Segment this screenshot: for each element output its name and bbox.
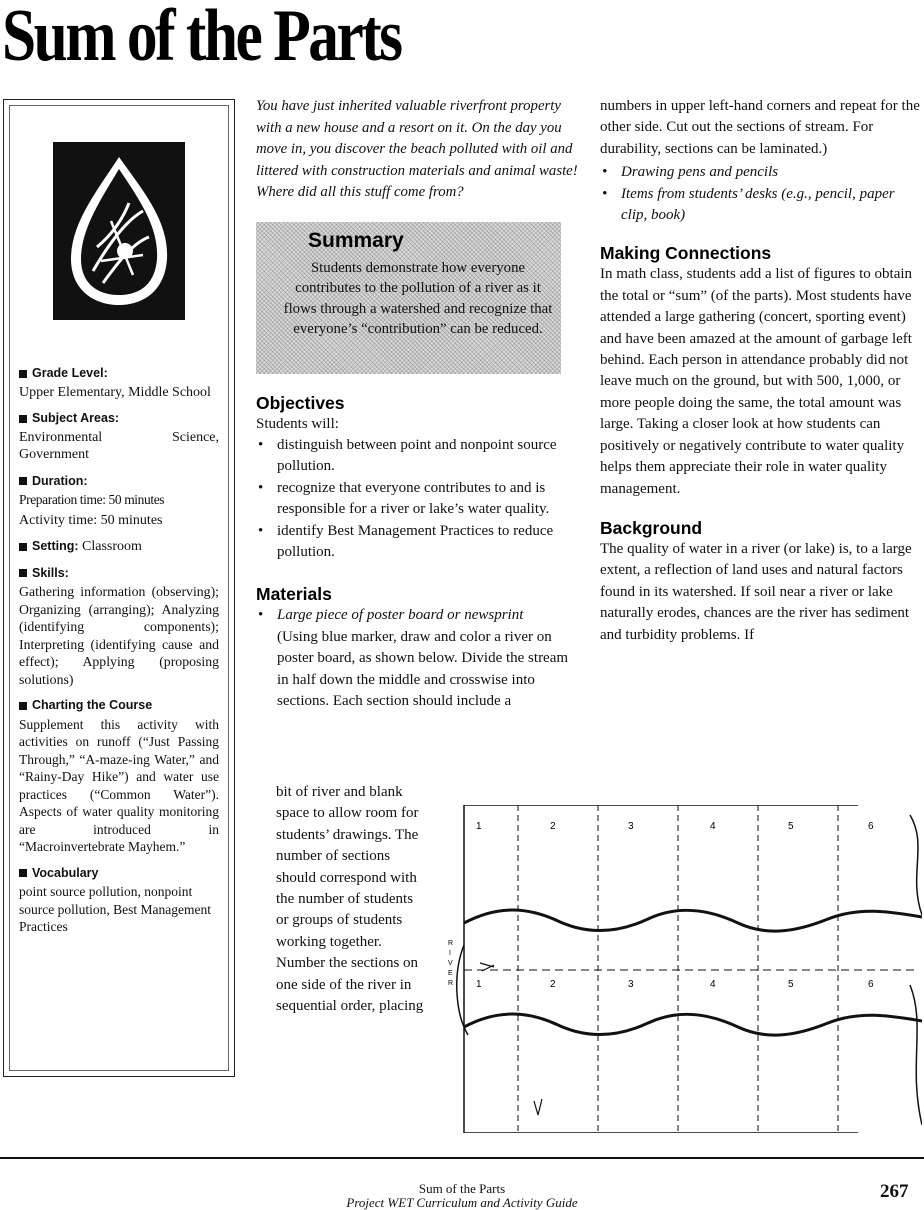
making-connections-body: In math class, students add a list of figures to obtain the total or “sum” (of the parts). Most students have attended a large gathering (concert, sporting event) and have been amazed at the amount of garbage left behind. Each person in attendance probably did not leave much on the ground, but with 500, 1,000, or more people doing the same, the total amount was large. Taking a closer look at how students can positively or negatively contribute to water quality helps them appreciate their role in water quality management.	[600, 266, 913, 497]
page-title: Sum of the Parts	[2, 0, 401, 77]
top-number-6: 6	[868, 821, 874, 832]
river-bank-top	[464, 910, 922, 931]
grade-level-text: Upper Elementary, Middle School	[19, 384, 211, 400]
grade-level-heading: Grade Level:	[19, 365, 219, 383]
summary-heading: Summary	[308, 228, 404, 252]
river-side-label	[448, 940, 453, 987]
material-description: (Using blue marker, draw and color a river on poster board, as shown below. Divide the stream in half down the middle and crosswise into sections. Each section should include a	[277, 628, 569, 709]
square-bullet-icon	[19, 543, 27, 551]
square-bullet-icon	[19, 569, 27, 577]
list-item: • distinguish between point and nonpoint source pollution.	[256, 435, 578, 478]
svg-text:R: R	[448, 980, 454, 987]
materials-heading: Materials	[256, 584, 332, 605]
list-item: • recognize that everyone contributes to and is responsible for a river or lake’s water quality.	[256, 478, 578, 521]
bottom-number-6: 6	[868, 979, 874, 990]
leaf-drop-icon	[63, 151, 175, 311]
top-number-5: 5	[788, 821, 794, 832]
materials-more-list	[600, 162, 922, 226]
vocabulary-text: point source pollution, nonpoint source pollution, Best Management Practices	[19, 884, 211, 934]
bottom-number-3: 3	[628, 979, 634, 990]
subject-areas-heading: Subject Areas:	[19, 410, 219, 428]
list-item: • Items from students’ desks (e.g., pencil, paper clip, book)	[600, 184, 922, 227]
footer-subtitle: Project WET Curriculum and Activity Guide	[346, 1195, 578, 1210]
svg-text:V: V	[448, 960, 453, 967]
top-number-3: 3	[628, 821, 634, 832]
skills-heading: Skills:	[19, 565, 219, 583]
activity-logo	[53, 142, 185, 320]
svg-text:I: I	[449, 950, 451, 957]
square-bullet-icon	[19, 370, 27, 378]
svg-text:E: E	[448, 970, 453, 977]
footer-rule	[0, 1157, 924, 1159]
summary-body: Students demonstrate how everyone contributes to the pollution of a river as it flows through a watershed and recognize that everyone’s “contribution” can be reduced.	[283, 259, 553, 337]
setting-value: Classroom	[82, 539, 142, 554]
materials-list	[256, 605, 578, 712]
list-item: • Drawing pens and pencils	[600, 162, 922, 183]
subject-areas-text: Environmental Science, Government	[19, 429, 219, 462]
bottom-number-4: 4	[710, 979, 716, 990]
charting-heading: Charting the Course	[19, 697, 219, 715]
sidebar-content	[19, 365, 219, 936]
charting-text: Supplement this activity with activities on runoff (“Just Passing Through,” “A-maze-ing Water,” and “Rainy-Day Hike”) and water use practices (“Common Water”). Aspects of water quality monitoring are introduced in “Macroinvertebrate Mayhem.”	[19, 716, 219, 854]
top-number-4: 4	[710, 821, 716, 832]
square-bullet-icon	[19, 415, 27, 423]
river-bank-bottom	[464, 1014, 922, 1035]
bottom-number-5: 5	[788, 979, 794, 990]
top-number-2: 2	[550, 821, 556, 832]
svg-text:R: R	[448, 940, 454, 947]
scissors-icon	[534, 1099, 542, 1115]
sidebar-box	[3, 99, 235, 1077]
page-number: 267	[880, 1181, 909, 1202]
top-number-1: 1	[476, 821, 482, 832]
square-bullet-icon	[19, 869, 27, 877]
material-name: Large piece of poster board or newsprint	[277, 607, 524, 624]
footer-title: Sum of the Parts	[418, 1181, 506, 1196]
bottom-number-2: 2	[550, 979, 556, 990]
middle-column	[256, 96, 578, 712]
intro-paragraph: You have just inherited valuable riverfront property with a new house and a resort on it. On the day you move in, you discover the beach polluted with oil and littered with construction materials and animal waste! Where did all this stuff come from?	[256, 98, 578, 200]
summary-box	[256, 222, 561, 374]
duration-heading: Duration:	[19, 473, 219, 491]
background-heading: Background	[600, 517, 703, 538]
activity-time: Activity time: 50 minutes	[19, 512, 163, 528]
list-item	[256, 605, 578, 712]
square-bullet-icon	[19, 702, 27, 710]
making-connections-heading: Making Connections	[600, 243, 772, 264]
objectives-list	[256, 435, 578, 563]
river-left-bracket	[457, 945, 468, 1035]
setting-heading: Setting: Classroom	[19, 538, 219, 556]
materials-continued: bit of river and blank space to allow room for students’ drawings. The number of sections should correspond with the number of students or groups of students working together. Number the sections on one side of the river in sequential order, placing	[276, 784, 424, 1015]
objectives-heading: Objectives	[256, 392, 345, 413]
preparation-time: Preparation time: 50 minutes	[19, 492, 165, 507]
vocabulary-heading: Vocabulary	[19, 865, 219, 883]
materials-continued-text: numbers in upper left-hand corners and repeat for the other side. Cut out the sections of stream. For durability, sections can be laminated.)	[600, 98, 920, 157]
skills-text: Gathering information (observing); Organizing (arranging); Analyzing (identifying components); Interpreting (identifying cause and effect); Applying (proposing solutions)	[19, 584, 219, 687]
bottom-number-1: 1	[476, 979, 482, 990]
square-bullet-icon	[19, 477, 27, 485]
background-body: The quality of water in a river (or lake) is, to a large extent, a reflection of land uses and natural factors found in its watershed. If soil near a river or lake naturally erodes, chances are the river has sediment and turbidity problems. If	[600, 540, 912, 643]
diagram-frame	[464, 805, 858, 1133]
list-item: • identify Best Management Practices to reduce pollution.	[256, 521, 578, 564]
river-sections-diagram	[438, 805, 922, 1133]
right-column	[600, 96, 922, 646]
objectives-intro: Students will:	[256, 415, 339, 432]
